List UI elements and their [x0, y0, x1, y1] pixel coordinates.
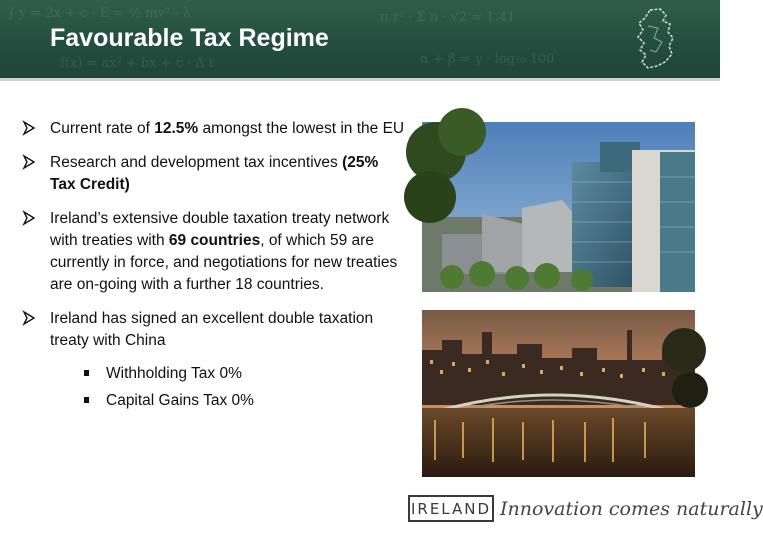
bullet-list: [22, 118, 407, 426]
office-buildings-photo: [422, 122, 695, 292]
bullet-text-2: Research and development tax incentives (25% Tax Credit): [50, 154, 379, 193]
header-divider: [0, 78, 720, 81]
dublin-river-photo: [422, 310, 695, 477]
bullet-item-2: [22, 152, 407, 196]
arrow-bullet-icon: [22, 311, 36, 325]
bullet-item-3: [22, 208, 407, 296]
brand-tagline: Innovation comes naturally: [500, 498, 763, 520]
bullet-text-3: Ireland’s extensive double taxation treaty network with treaties with 69 countries, of which 59 are currently in force, and negotiations for new treaties are on-going with a further 18 countries.: [50, 210, 398, 293]
bullet-text-4: Ireland has signed an excellent double taxation treaty with China: [50, 310, 374, 349]
ireland-brand-logo: [406, 492, 763, 530]
bullet-item-4: [22, 308, 407, 414]
page-title: Favourable Tax Regime: [50, 24, 329, 52]
arrow-bullet-icon: [22, 121, 36, 135]
bullet-item-1: [22, 118, 407, 140]
ireland-map-icon: [632, 6, 680, 72]
header-banner: [0, 0, 720, 78]
square-bullet-icon: [84, 397, 89, 403]
sub-bullet-text: Capital Gains Tax 0%: [106, 392, 254, 409]
chalk-scribble: π r² · Σ n · √2 ≈ 1.41: [380, 10, 516, 25]
chalk-scribble: α + β = γ · log₁₀ 100: [420, 52, 555, 67]
chalk-scribble: f(x) = ax² + bx + c · ∆ t: [60, 56, 214, 71]
arrow-bullet-icon: [22, 155, 36, 169]
arrow-bullet-icon: [22, 211, 36, 225]
sub-bullet-item: [50, 387, 407, 414]
square-bullet-icon: [84, 370, 89, 376]
bullet-text-1: Current rate of 12.5% amongst the lowest in the EU: [50, 120, 405, 137]
brand-box-label: IRELAND: [408, 495, 494, 522]
sub-bullet-list: [50, 360, 407, 414]
sub-bullet-item: [50, 360, 407, 387]
chalk-scribble: ∫ y = 2x + c · E = ½ mv² · λ: [8, 6, 191, 21]
sub-bullet-text: Withholding Tax 0%: [106, 365, 242, 382]
